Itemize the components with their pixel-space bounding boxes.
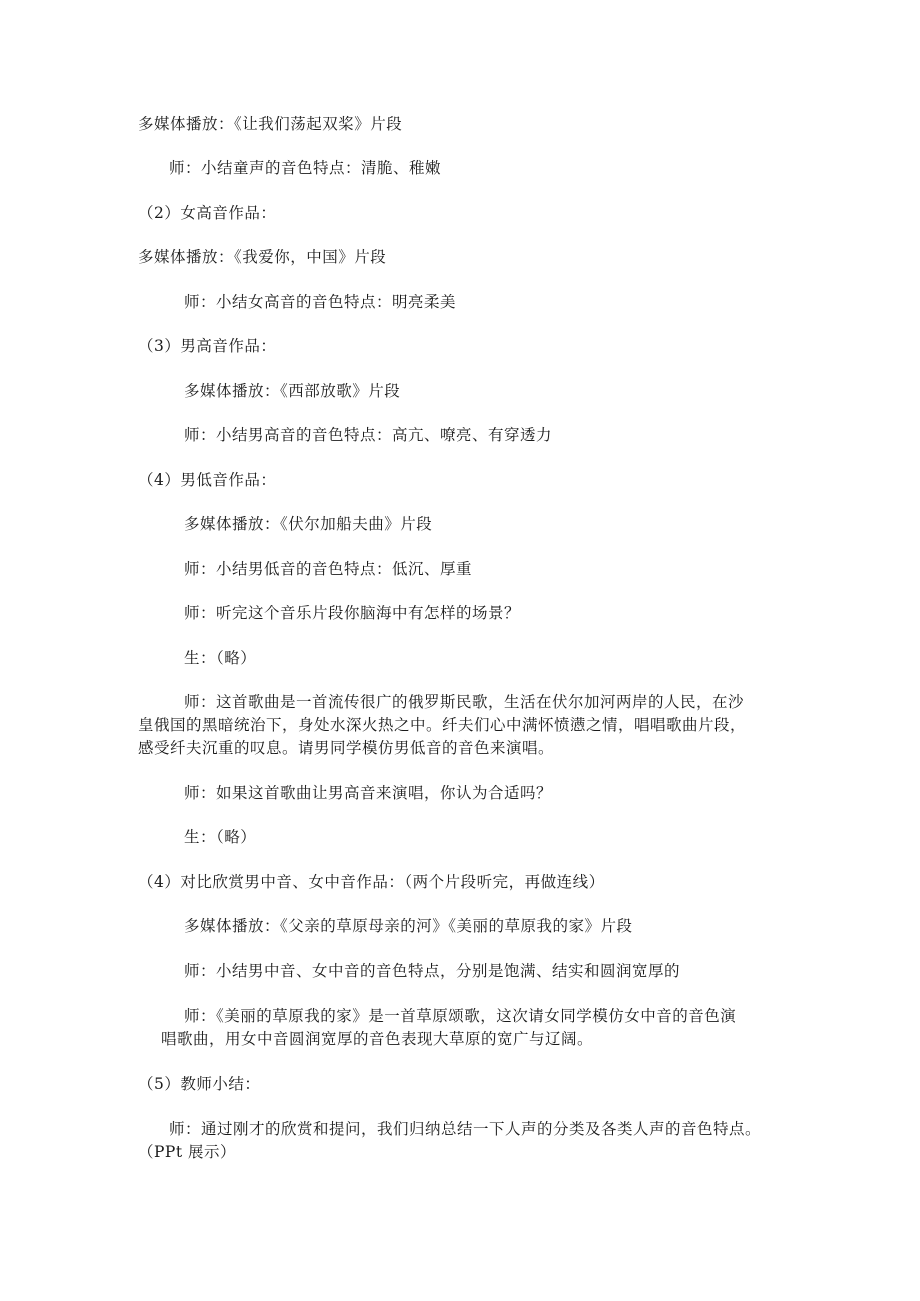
paragraph-line: 师：通过刚才的欣赏和提问，我们归纳总结一下人声的分类及各类人声的音色特点。 [169,1120,762,1138]
student-answer-line: 生：（略） [184,828,257,846]
paragraph-line: 感受纤夫沉重的叹息。请男同学模仿男低音的音色来演唱。 [138,739,555,757]
section-heading: （5）教师小结： [138,1075,261,1093]
paragraph-line: 皇俄国的黑暗统治下，身处水深火热之中。纤夫们心中满怀愤懑之情，唱唱歌曲片段， [138,716,747,734]
section-heading: （2）女高音作品： [138,204,277,222]
paragraph-line: 师：这首歌曲是一首流传很广的俄罗斯民歌，生活在伏尔加河两岸的人民，在沙 [184,693,745,711]
section-heading: （3）男高音作品： [138,337,277,355]
media-playback-line: 多媒体播放：《让我们荡起双桨》片段 [138,115,403,133]
media-playback-line: 多媒体播放：《父亲的草原母亲的河》《美丽的草原我的家》片段 [184,917,633,935]
paragraph-line: 唱歌曲，用女中音圆润宽厚的音色表现大草原的宽广与辽阔。 [161,1030,594,1048]
teacher-summary-line: 师：小结男中音、女中音的音色特点，分别是饱满、结实和圆润宽厚的 [184,962,681,980]
section-heading: （4）男低音作品： [138,471,277,489]
media-playback-line: 多媒体播放：《我爱你，中国》片段 [138,248,387,266]
student-answer-line: 生：（略） [184,649,257,667]
teacher-summary-line: 师：小结女高音的音色特点：明亮柔美 [184,293,457,311]
paragraph-line: （PPt 展示） [138,1143,237,1161]
paragraph-line: 师：《美丽的草原我的家》是一首草原颂歌，这次请女同学模仿女中音的音色演 [184,1007,737,1025]
section-heading: （4）对比欣赏男中音、女中音作品：（两个片段听完，再做连线） [138,873,605,891]
teacher-summary-line: 师：小结男低音的音色特点：低沉、厚重 [184,560,473,578]
media-playback-line: 多媒体播放：《伏尔加船夫曲》片段 [184,515,433,533]
teacher-question-line: 师：如果这首歌曲让男高音来演唱，你认为合适吗？ [184,784,553,802]
teacher-summary-line: 师：小结男高音的音色特点：高亢、嘹亮、有穿透力 [184,426,553,444]
teacher-question-line: 师：听完这个音乐片段你脑海中有怎样的场景？ [184,604,521,622]
media-playback-line: 多媒体播放：《西部放歌》片段 [184,382,401,400]
teacher-summary-line: 师：小结童声的音色特点：清脆、稚嫩 [169,159,442,177]
